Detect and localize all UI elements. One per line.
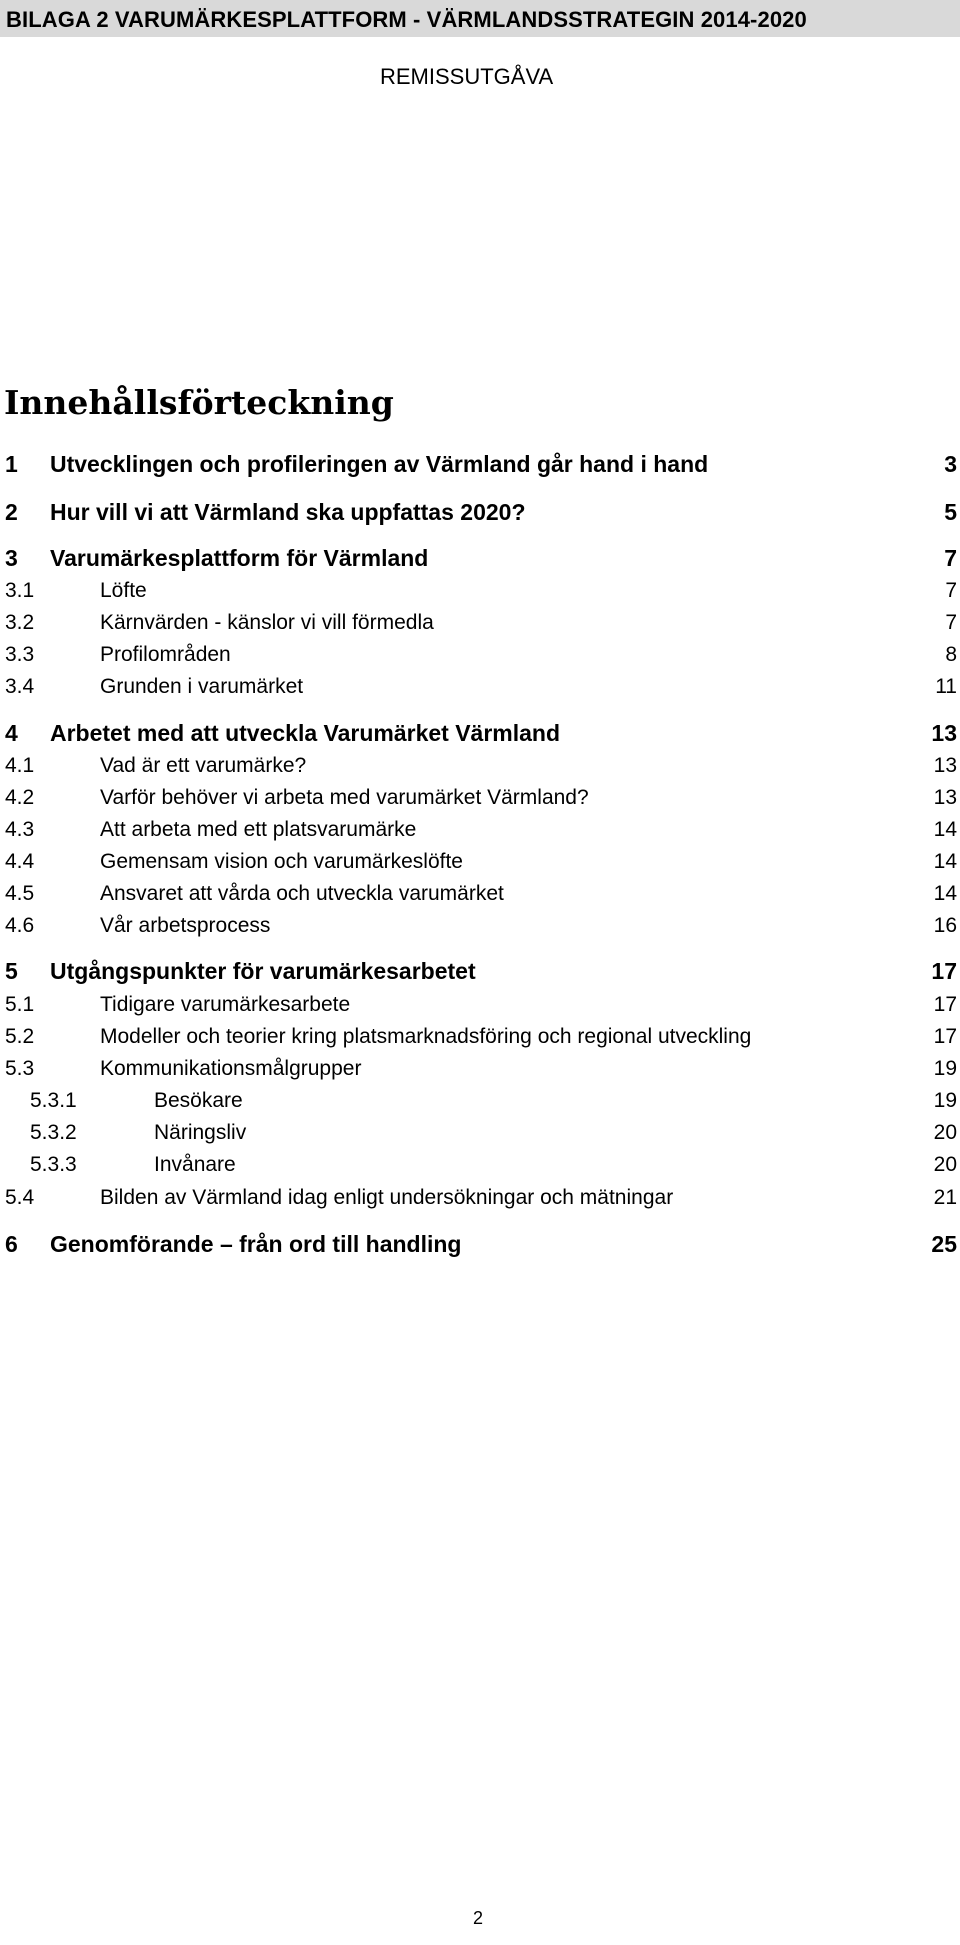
document-header-title: BILAGA 2 VARUMÄRKESPLATTFORM - VÄRMLANDSSTRATEGIN 2014-2020	[6, 7, 807, 32]
toc-entry-page: 17	[933, 1025, 957, 1048]
toc-entry-page: 20	[933, 1153, 957, 1176]
toc-entry-number: 5.3	[5, 1057, 35, 1080]
toc-entry-page: 7	[945, 579, 957, 602]
toc-entry-number: 5.1	[5, 993, 35, 1016]
toc-entry-label: Gemensam vision och varumärkeslöfte	[100, 850, 463, 873]
toc-entry-number: 5.3.3	[30, 1153, 77, 1176]
toc-entry-label: Löfte	[100, 579, 147, 602]
toc-entry-number: 5.2	[5, 1025, 35, 1048]
toc-entry-number: 4	[5, 720, 18, 746]
toc-entry-label: Invånare	[154, 1153, 236, 1176]
document-subtitle: REMISSUTGÅVA	[380, 64, 554, 89]
toc-entry-label: Kärnvärden - känslor vi vill förmedla	[100, 611, 434, 634]
toc-entry-page: 13	[933, 786, 957, 809]
toc-entry-label: Utvecklingen och profileringen av Värmland går hand i hand	[50, 451, 709, 477]
toc-entry-label: Vår arbetsprocess	[100, 914, 271, 937]
toc-entry-label: Hur vill vi att Värmland ska uppfattas 2020?	[50, 499, 526, 525]
toc-entry-page: 7	[945, 611, 957, 634]
page-number: 2	[473, 1908, 484, 1928]
toc-entry-number: 4.6	[5, 914, 35, 937]
toc-entry-number: 4.4	[5, 850, 35, 873]
toc-entry-number: 6	[5, 1231, 18, 1257]
toc-entry-label: Grunden i varumärket	[100, 675, 304, 698]
toc-entry-page: 19	[933, 1057, 957, 1080]
toc-entry-label: Besökare	[154, 1089, 243, 1112]
toc-entry-page: 8	[945, 643, 957, 666]
toc-entry-page: 7	[944, 545, 957, 571]
toc-entry-page: 20	[933, 1121, 957, 1144]
toc-entry-number: 4.2	[5, 786, 35, 809]
toc-entry-number: 4.3	[5, 818, 35, 841]
toc-entry-number: 1	[5, 451, 18, 477]
toc-entry-number: 3.1	[5, 579, 35, 602]
toc-entry-label: Arbetet med att utveckla Varumärket Värmland	[50, 720, 561, 746]
toc-entry-label: Varför behöver vi arbeta med varumärket Värmland?	[100, 786, 589, 809]
toc-entry-page: 19	[933, 1089, 957, 1112]
toc-entry-number: 3.4	[5, 675, 35, 698]
toc-entry-label: Tidigare varumärkesarbete	[100, 993, 351, 1016]
toc-entry-number: 5.4	[5, 1186, 35, 1209]
toc-entry-label: Bilden av Värmland idag enligt undersökningar och mätningar	[100, 1186, 674, 1209]
toc-entry-page: 17	[931, 958, 957, 984]
toc-entry-label: Genomförande – från ord till handling	[50, 1231, 462, 1257]
toc-entry-label: Vad är ett varumärke?	[100, 754, 307, 777]
toc-entry-label: Näringsliv	[154, 1121, 247, 1144]
toc-entry-number: 3	[5, 545, 18, 571]
toc-entry-label: Att arbeta med ett platsvarumärke	[100, 818, 417, 841]
toc-entry-page: 14	[933, 850, 957, 873]
toc-entry-page: 3	[944, 451, 957, 477]
toc-entry-label: Ansvaret att vårda och utveckla varumärket	[100, 882, 504, 905]
toc-entry-label: Modeller och teorier kring platsmarknadsföring och regional utveckling	[100, 1025, 752, 1048]
toc-entry-page: 25	[931, 1231, 957, 1257]
toc-entry-number: 5.3.2	[30, 1121, 77, 1144]
toc-entry-page: 21	[933, 1186, 957, 1209]
toc-entry-number: 3.3	[5, 643, 35, 666]
toc-entry-page: 14	[933, 818, 957, 841]
toc-entry-label: Varumärkesplattform för Värmland	[50, 545, 429, 571]
toc-entry-number: 4.1	[5, 754, 35, 777]
toc-entry-number: 5.3.1	[30, 1089, 77, 1112]
toc-heading: Innehållsförteckning	[4, 383, 394, 422]
toc-entry-page: 16	[933, 914, 957, 937]
toc-entry-label: Kommunikationsmålgrupper	[100, 1057, 362, 1080]
toc-entry-number: 3.2	[5, 611, 35, 634]
toc-entry-page: 17	[933, 993, 957, 1016]
toc-entry-number: 5	[5, 958, 18, 984]
toc-entry-page: 5	[944, 499, 957, 525]
toc-entry-page: 14	[933, 882, 957, 905]
toc-entry-page: 13	[931, 720, 957, 746]
toc-entry-page: 11	[935, 675, 957, 698]
toc-entry-number: 4.5	[5, 882, 35, 905]
toc-entry-number: 2	[5, 499, 18, 525]
toc-entry-label: Profilområden	[100, 643, 231, 666]
toc-entry-page: 13	[933, 754, 957, 777]
toc-entry-label: Utgångspunkter för varumärkesarbetet	[50, 958, 476, 984]
